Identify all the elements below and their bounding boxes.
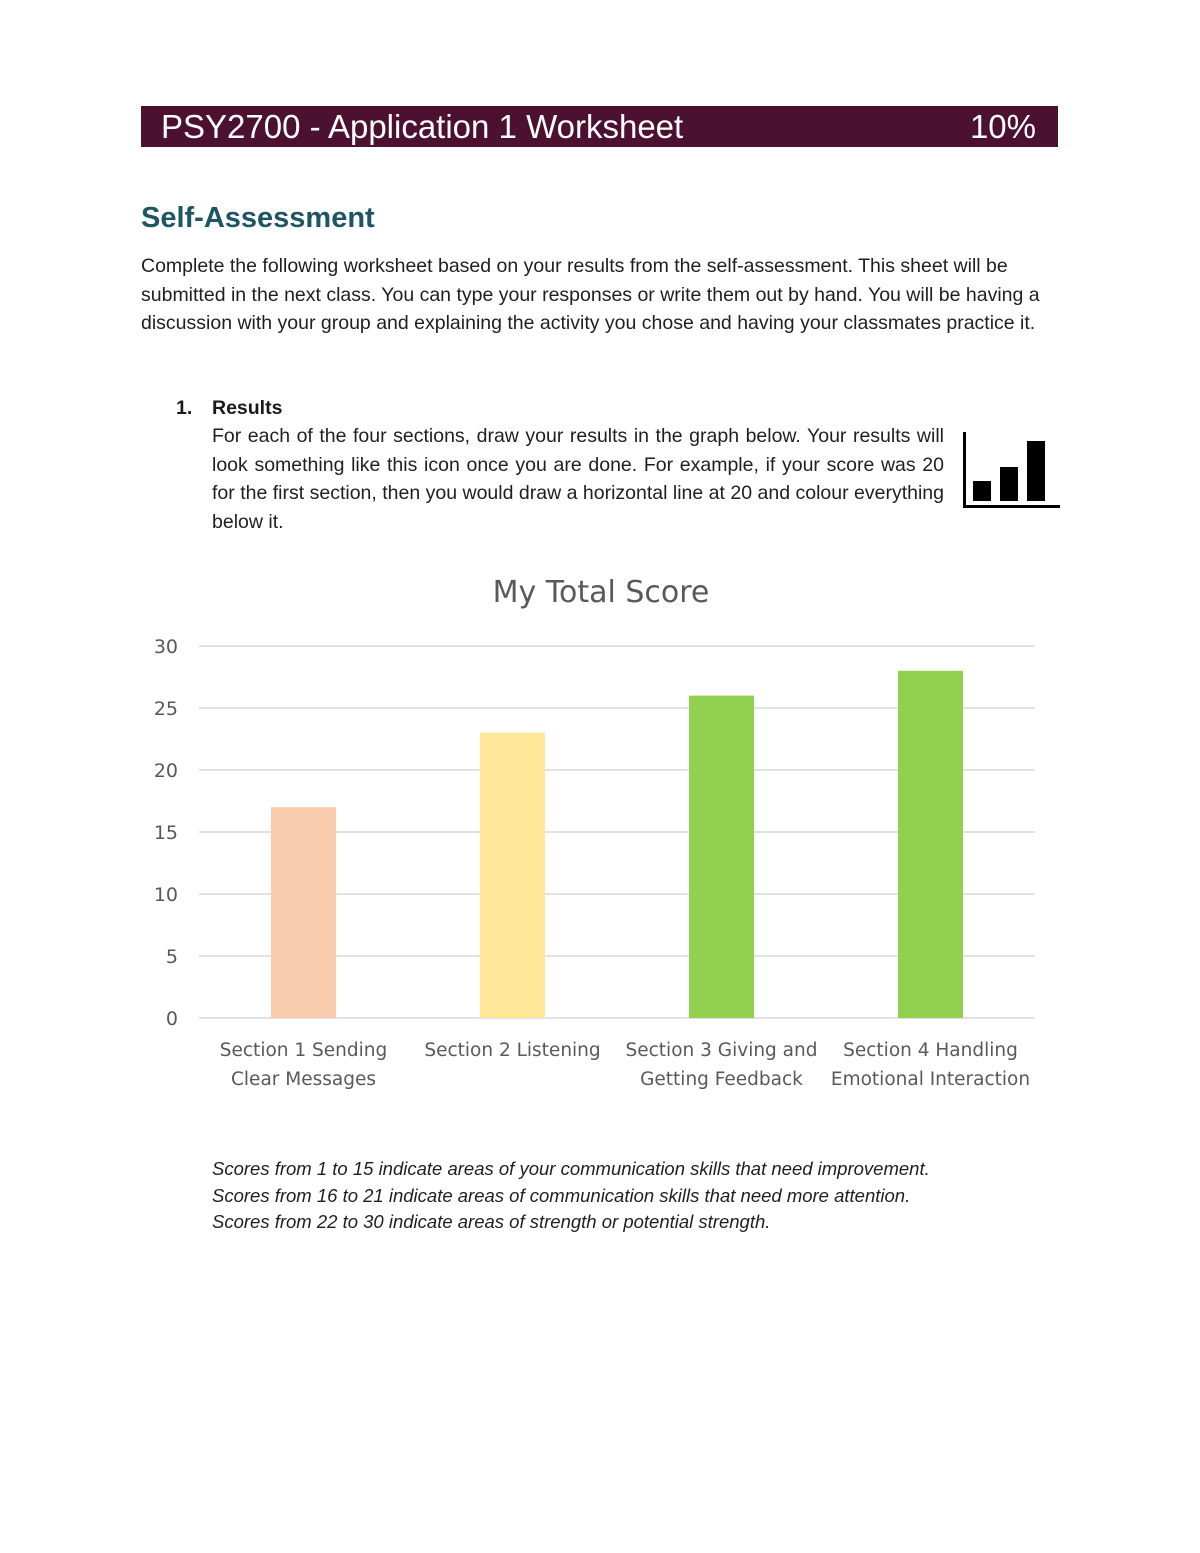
y-tick-label: 10 [153, 884, 178, 906]
x-tick-label: Section 3 Giving and [625, 1040, 818, 1061]
x-tick-label: Clear Messages [231, 1069, 376, 1090]
score-notes [212, 1156, 1072, 1236]
y-tick-label: 25 [153, 698, 178, 720]
y-tick-label: 5 [165, 946, 178, 968]
bar [271, 807, 336, 1018]
score-bar-chart [140, 560, 1060, 1100]
note-line: Scores from 22 to 30 indicate areas of strength or potential strength. [212, 1211, 771, 1232]
bar [480, 733, 545, 1018]
icon-axis-vertical [963, 432, 966, 508]
x-tick-label: Getting Feedback [640, 1069, 803, 1090]
x-tick-label: Section 4 Handling [843, 1040, 1018, 1061]
y-tick-label: 0 [165, 1008, 178, 1030]
y-tick-label: 30 [153, 636, 178, 658]
x-tick-label: Section 1 Sending [219, 1040, 388, 1061]
item-title: Results [212, 397, 283, 419]
item-instructions: For each of the four sections, draw your results in the graph below. Your results will look something like this icon once you are done. For example, if your score was 20 for the first section, then you would draw a horizontal line at 20 and colour everything below it. [212, 425, 944, 533]
bar [689, 696, 754, 1018]
section-heading: Self-Assessment [141, 202, 375, 234]
icon-axis-horizontal [963, 505, 1060, 508]
title-banner [141, 106, 1058, 147]
note-line: Scores from 1 to 15 indicate areas of your communication skills that need improvement. [212, 1158, 930, 1179]
y-tick-label: 20 [153, 760, 178, 782]
x-tick-label: Emotional Interaction [830, 1069, 1031, 1090]
note-line: Scores from 16 to 21 indicate areas of communication skills that need more attention. [212, 1184, 911, 1206]
icon-bar [973, 481, 991, 501]
item-number: 1. [176, 397, 193, 419]
document-title: PSY2700 - Application 1 Worksheet [161, 108, 684, 145]
icon-bar [1000, 467, 1018, 501]
intro-paragraph: Complete the following worksheet based on your results from the self-assessment. This sheet will be submitted in the next class. You can type your responses or write them out by hand. You will be having a discussion with your group and explaining the activity you chose and having your classmates practice it. [141, 255, 1040, 334]
grade-weight: 10% [969, 108, 1036, 145]
y-tick-label: 15 [153, 822, 178, 844]
bar [898, 671, 963, 1018]
chart-title: My Total Score [492, 575, 710, 610]
icon-bar [1027, 441, 1045, 501]
bar-chart-icon [962, 430, 1060, 510]
x-tick-label: Section 2 Listening [424, 1040, 601, 1061]
